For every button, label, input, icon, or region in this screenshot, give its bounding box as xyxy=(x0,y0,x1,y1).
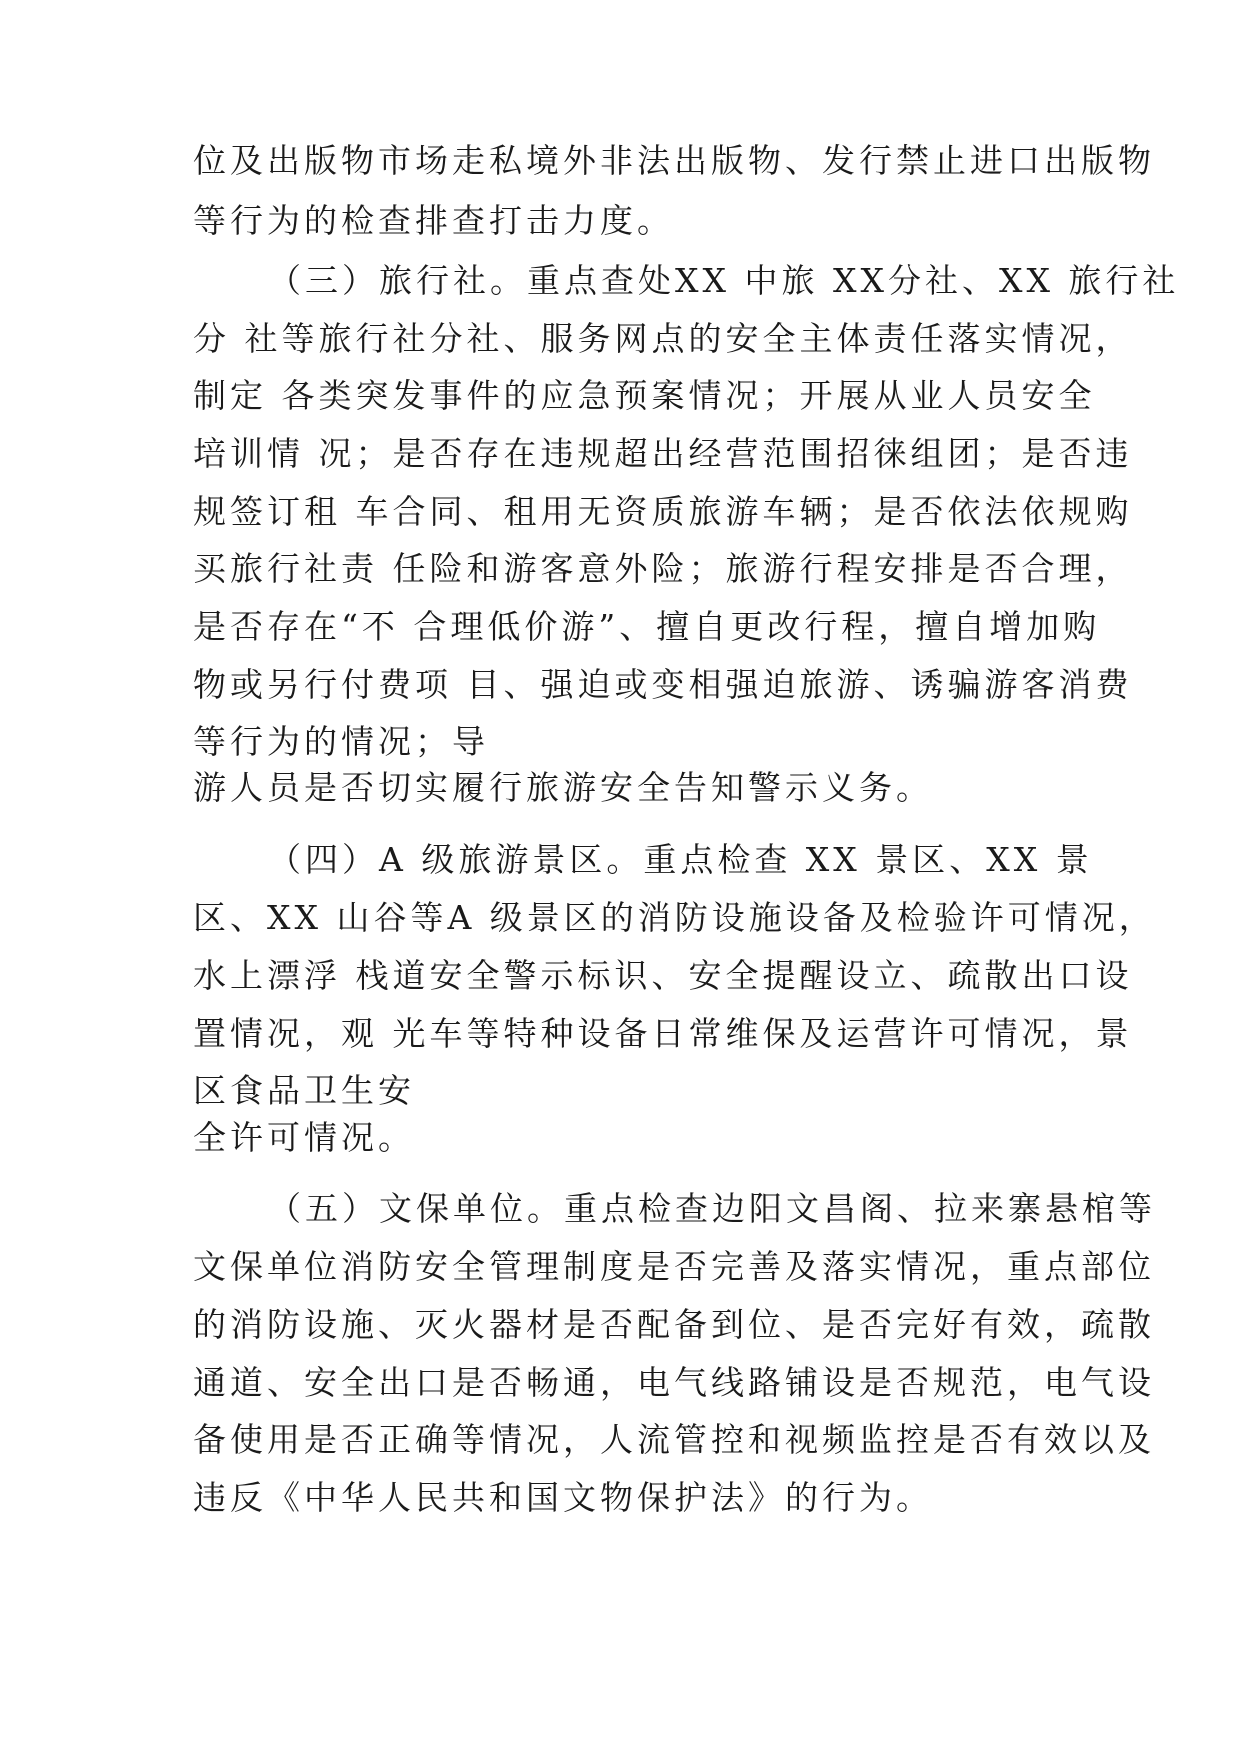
text-line: 的消防设施、灭火器材是否配备到位、是否完好有效，疏散 xyxy=(193,1305,1155,1344)
text-line: 制定 各类突发事件的应急预案情况；开展从业人员安全 xyxy=(193,376,1096,415)
text-line: 区食品卫生安 xyxy=(193,1071,415,1110)
text-line: 等行为的情况；导 xyxy=(193,722,489,761)
text-line: 等行为的检查排查打击力度。 xyxy=(193,201,674,240)
text-line: 全许可情况。 xyxy=(193,1118,415,1157)
text-line: 位及出版物市场走私境外非法出版物、发行禁止进口出版物 xyxy=(193,141,1155,180)
text-line: 文保单位消防安全管理制度是否完善及落实情况，重点部位 xyxy=(193,1247,1155,1286)
text-line: 分 社等旅行社分社、服务网点的安全主体责任落实情况， xyxy=(193,319,1133,358)
text-line: 是否存在“不 合理低价游”、擅自更改行程，擅自增加购 xyxy=(193,607,1101,646)
section-heading-line: （四）A 级旅游景区。重点检查 XX 景区、XX 景 xyxy=(268,840,1093,879)
text-line: 买旅行社责 任险和游客意外险；旅游行程安排是否合理， xyxy=(193,549,1133,588)
text-line: 水上漂浮 栈道安全警示标识、安全提醒设立、疏散出口设 xyxy=(193,956,1133,995)
text-line: 违反《中华人民共和国文物保护法》的行为。 xyxy=(193,1478,933,1517)
text-line: 区、XX 山谷等A 级景区的消防设施设备及检验许可情况， xyxy=(193,898,1156,937)
text-line: 游人员是否切实履行旅游安全告知警示义务。 xyxy=(193,768,933,807)
text-line: 置情况，观 光车等特种设备日常维保及运营许可情况，景 xyxy=(193,1014,1133,1053)
section-heading-line: （三）旅行社。重点查处XX 中旅 XX分社、XX 旅行社 xyxy=(268,261,1180,300)
text-line: 物或另行付费项 目、强迫或变相强迫旅游、诱骗游客消费 xyxy=(193,665,1133,704)
section-heading-line: （五）文保单位。重点检查边阳文昌阁、拉来寨悬棺等 xyxy=(268,1189,1156,1228)
text-line: 备使用是否正确等情况，人流管控和视频监控是否有效以及 xyxy=(193,1420,1155,1459)
text-line: 通道、安全出口是否畅通，电气线路铺设是否规范，电气设 xyxy=(193,1363,1155,1402)
text-line: 规签订租 车合同、租用无资质旅游车辆；是否依法依规购 xyxy=(193,492,1133,531)
text-line: 培训情 况；是否存在违规超出经营范围招徕组团；是否违 xyxy=(193,434,1133,473)
